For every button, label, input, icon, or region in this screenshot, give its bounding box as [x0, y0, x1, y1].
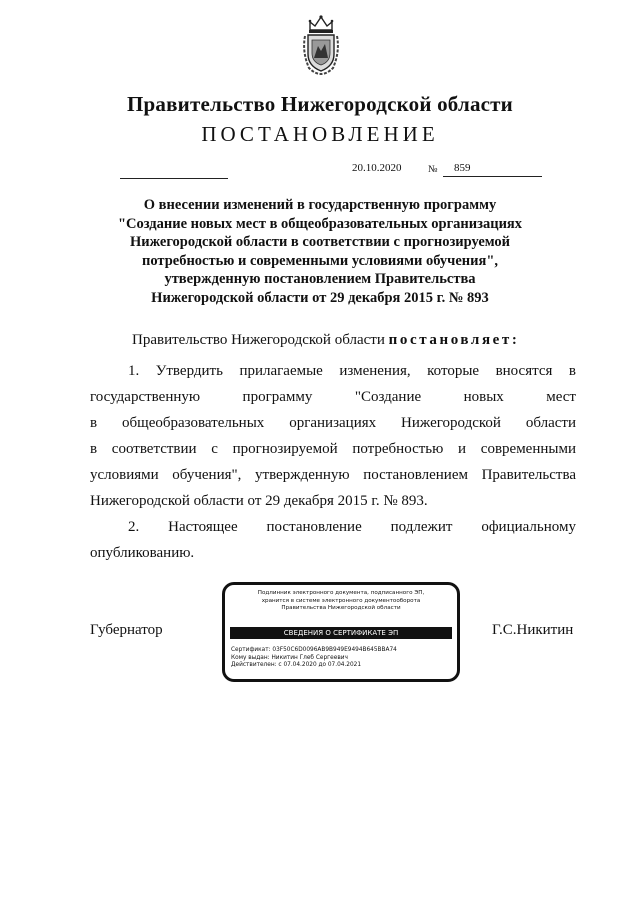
body-line: опубликованию. — [90, 545, 195, 561]
stamp-certificate-header: СВЕДЕНИЯ О СЕРТИФИКАТЕ ЭП — [230, 627, 452, 639]
preamble-decree-word: постановляет: — [388, 332, 520, 348]
stamp-notice-line: Подлинник электронного документа, подписанного ЭП, — [257, 590, 425, 596]
preamble-text: Правительство Нижегородской области — [132, 332, 389, 348]
document-type: ПОСТАНОВЛЕНИЕ — [201, 122, 439, 146]
number-underline — [443, 176, 542, 177]
coat-of-arms-emblem — [301, 14, 341, 76]
document-date: 20.10.2020 — [352, 162, 402, 174]
title-line: Нижегородской области в соответствии с прогнозируемой — [129, 234, 511, 250]
body-line: государственную программу "Создание новых мест — [90, 389, 576, 405]
certificate-owner: Кому выдан: Никитин Глеб Сергеевич — [231, 654, 348, 661]
body-line: 1. Утвердить прилагаемые изменения, которые вносятся в — [128, 363, 576, 379]
body-line: 2. Настоящее постановление подлежит официальному — [128, 519, 576, 535]
certificate-number: Сертификат: 03F50C6D0096AB9B949E9494B645BBA74 — [231, 647, 397, 653]
blank-field-line — [120, 178, 228, 179]
body-line: Нижегородской области от 29 декабря 2015 г. № 893. — [90, 493, 428, 509]
body-line: в общеобразовательных организациях Нижегородской области — [90, 415, 576, 431]
title-line: Нижегородской области от 29 декабря 2015 г. № 893 — [151, 289, 489, 306]
preamble — [132, 327, 520, 353]
government-name: Правительство Нижегородской области — [127, 92, 513, 116]
stamp-notice-line: Правительства Нижегородской области — [281, 605, 401, 612]
body-line: условиями обучения", утвержденную постановлением Правительства — [90, 467, 576, 483]
stamp-notice-line: хранится в системе электронного документооборота — [261, 597, 421, 604]
title-line: "Создание новых мест в общеобразовательных организациях — [117, 215, 523, 232]
stamp-certificate-details — [231, 647, 397, 670]
body-line: в соответствии с прогнозируемой потребностью и современными — [90, 441, 576, 457]
title-line: О внесении изменений в государственную программу — [143, 197, 497, 213]
title-line: потребностью и современными условиями обучения", — [141, 252, 499, 269]
document-title — [0, 196, 640, 307]
signer-name: Г.С.Никитин — [492, 622, 574, 638]
title-line: утвержденную постановлением Правительства — [164, 271, 476, 287]
electronic-signature-stamp — [222, 582, 460, 682]
certificate-validity: Действителен: с 07.04.2020 до 07.04.2021 — [231, 662, 362, 668]
signer-title: Губернатор — [90, 622, 163, 638]
number-sign: № — [428, 164, 438, 175]
stamp-notice — [225, 590, 457, 613]
document-number: 859 — [454, 162, 471, 174]
